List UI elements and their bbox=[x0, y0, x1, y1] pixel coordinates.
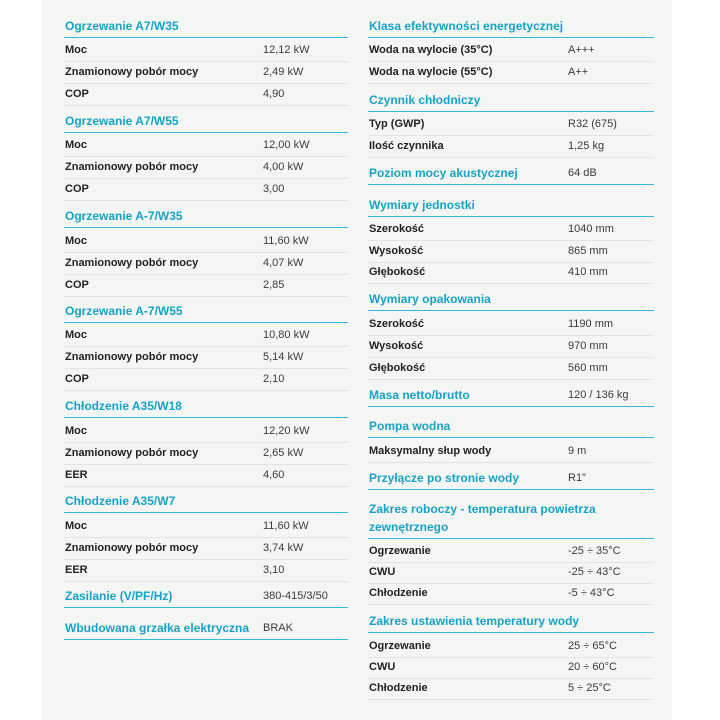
spec-row bbox=[64, 421, 348, 443]
spec-label: Ogrzewanie bbox=[369, 640, 431, 652]
spec-value: 4,07 kW bbox=[263, 257, 304, 269]
spec-value: 410 mm bbox=[568, 266, 608, 278]
spec-value: 1190 mm bbox=[568, 318, 614, 330]
spec-label: Moc bbox=[65, 520, 87, 532]
section-header: Przyłącze po stronie wody R1" bbox=[368, 469, 654, 490]
spec-value: 4,00 kW bbox=[263, 161, 304, 173]
spec-label: Moc bbox=[65, 44, 87, 56]
spec-label: Woda na wylocie (55°C) bbox=[369, 66, 493, 78]
spec-value: 1,25 kg bbox=[568, 140, 605, 152]
spec-label: Typ (GWP) bbox=[369, 118, 425, 130]
section-value: R1" bbox=[568, 472, 586, 484]
spec-value: 11,60 kW bbox=[263, 520, 309, 532]
spec-value: -5 ÷ 43°C bbox=[568, 587, 615, 599]
spec-row bbox=[368, 314, 654, 336]
spec-row bbox=[64, 347, 348, 369]
spec-value: 10,80 kW bbox=[263, 329, 310, 341]
spec-label: EER bbox=[65, 564, 88, 576]
section-value: BRAK bbox=[263, 622, 293, 634]
spec-label: EER bbox=[65, 469, 88, 481]
spec-row bbox=[64, 62, 348, 84]
spec-label: COP bbox=[65, 279, 89, 291]
spec-value: 865 mm bbox=[568, 245, 608, 257]
spec-row bbox=[64, 84, 348, 106]
spec-row bbox=[64, 231, 348, 253]
section-header: Pompa wodna bbox=[368, 417, 654, 438]
spec-row bbox=[64, 369, 348, 391]
section-header: Zasilanie (V/PF/Hz) 380-415/3/50 bbox=[64, 587, 348, 608]
spec-row bbox=[368, 241, 654, 263]
spec-label: Moc bbox=[65, 235, 87, 247]
spec-row bbox=[368, 136, 654, 158]
spec-label: Ogrzewanie bbox=[369, 545, 431, 557]
section-header: Klasa efektywności energetycznej bbox=[368, 17, 654, 38]
section-header: Ogrzewanie A7/W35 bbox=[64, 17, 348, 38]
spec-row bbox=[368, 40, 654, 62]
spec-value: 12,00 kW bbox=[263, 139, 310, 151]
spec-value: 970 mm bbox=[568, 340, 608, 352]
spec-row bbox=[368, 678, 654, 700]
section-header: Chłodzenie A35/W18 bbox=[64, 397, 348, 418]
section-value: 64 dB bbox=[568, 167, 597, 179]
spec-row bbox=[368, 262, 654, 284]
section-header: Wymiary opakowania bbox=[368, 290, 654, 311]
spec-row bbox=[64, 325, 348, 347]
spec-value: 3,00 bbox=[263, 183, 285, 195]
spec-label: CWU bbox=[369, 566, 396, 578]
spec-value: 2,65 kW bbox=[263, 447, 304, 459]
spec-label: Znamionowy pobór mocy bbox=[65, 161, 199, 173]
spec-row bbox=[64, 275, 348, 297]
spec-label: Głębokość bbox=[369, 266, 426, 278]
spec-value: A++ bbox=[568, 66, 589, 78]
spec-label: COP bbox=[65, 88, 89, 100]
spec-label: Szerokość bbox=[369, 223, 425, 235]
spec-row bbox=[64, 157, 348, 179]
spec-value: 11,60 kW bbox=[263, 235, 309, 247]
spec-row bbox=[368, 358, 654, 380]
spec-label: Maksymalny słup wody bbox=[369, 445, 492, 457]
spec-row bbox=[368, 219, 654, 241]
spec-value: 5,14 kW bbox=[263, 351, 304, 363]
spec-value: 1040 mm bbox=[568, 223, 614, 235]
spec-label: Głębokość bbox=[369, 362, 426, 374]
section-header: Czynnik chłodniczy bbox=[368, 91, 654, 112]
spec-value: A+++ bbox=[568, 44, 595, 56]
section-header: Zakres roboczy - temperatura powietrza zewnętrznego bbox=[368, 500, 654, 539]
spec-value: 2,10 bbox=[263, 373, 285, 385]
spec-value: 2,49 kW bbox=[263, 66, 304, 78]
spec-row bbox=[64, 179, 348, 201]
spec-row bbox=[64, 443, 348, 465]
spec-row bbox=[368, 541, 654, 563]
spec-label: Szerokość bbox=[369, 318, 425, 330]
section-value: 380-415/3/50 bbox=[263, 590, 328, 602]
section-header: Ogrzewanie A-7/W35 bbox=[64, 207, 348, 228]
spec-row bbox=[368, 441, 654, 463]
spec-row bbox=[64, 465, 348, 487]
spec-label: Znamionowy pobór mocy bbox=[65, 257, 199, 269]
spec-value: 4,90 bbox=[263, 88, 285, 100]
spec-label: COP bbox=[65, 183, 89, 195]
spec-value: 12,20 kW bbox=[263, 425, 310, 437]
section-header: Ogrzewanie A-7/W55 bbox=[64, 302, 348, 323]
spec-row bbox=[64, 40, 348, 62]
spec-label: Moc bbox=[65, 139, 87, 151]
section-header: Chłodzenie A35/W7 bbox=[64, 492, 348, 513]
spec-row bbox=[64, 253, 348, 275]
spec-value: 2,85 bbox=[263, 279, 285, 291]
spec-value: 3,74 kW bbox=[263, 542, 304, 554]
spec-label: Woda na wylocie (35°C) bbox=[369, 44, 493, 56]
spec-value: 12,12 kW bbox=[263, 44, 310, 56]
spec-row bbox=[64, 516, 348, 538]
section-header: Ogrzewanie A7/W55 bbox=[64, 112, 348, 133]
spec-value: -25 ÷ 43°C bbox=[568, 566, 621, 578]
section-header: Wymiary jednostki bbox=[368, 196, 654, 217]
spec-value: 5 ÷ 25°C bbox=[568, 682, 611, 694]
spec-label: Znamionowy pobór mocy bbox=[65, 447, 199, 459]
section-header: Zakres ustawienia temperatury wody bbox=[368, 612, 654, 633]
spec-label: CWU bbox=[369, 661, 396, 673]
spec-label: Znamionowy pobór mocy bbox=[65, 66, 199, 78]
spec-label: Chłodzenie bbox=[369, 682, 428, 694]
spec-label: Moc bbox=[65, 329, 87, 341]
spec-value: 3,10 bbox=[263, 564, 285, 576]
section-header: Wbudowana grzałka elektryczna BRAK bbox=[64, 619, 348, 640]
spec-label: Moc bbox=[65, 425, 87, 437]
spec-row bbox=[368, 657, 654, 679]
spec-value: R32 (675) bbox=[568, 118, 617, 130]
spec-row bbox=[64, 538, 348, 560]
spec-row bbox=[368, 336, 654, 358]
spec-row bbox=[64, 135, 348, 157]
spec-label: Znamionowy pobór mocy bbox=[65, 351, 199, 363]
spec-row bbox=[368, 562, 654, 584]
spec-value: 25 ÷ 65°C bbox=[568, 640, 617, 652]
spec-label: COP bbox=[65, 373, 89, 385]
spec-row bbox=[368, 62, 654, 84]
spec-label: Chłodzenie bbox=[369, 587, 428, 599]
spec-value: 9 m bbox=[568, 445, 587, 457]
spec-label: Ilość czynnika bbox=[369, 140, 444, 152]
spec-value: 560 mm bbox=[568, 362, 608, 374]
section-header: Poziom mocy akustycznej 64 dB bbox=[368, 164, 654, 185]
spec-row bbox=[368, 636, 654, 658]
spec-value: -25 ÷ 35°C bbox=[568, 545, 621, 557]
spec-row bbox=[64, 560, 348, 582]
spec-value: 20 ÷ 60°C bbox=[568, 661, 617, 673]
spec-value: 4,60 bbox=[263, 469, 285, 481]
section-header: Masa netto/brutto 120 / 136 kg bbox=[368, 386, 654, 407]
spec-label: Znamionowy pobór mocy bbox=[65, 542, 199, 554]
spec-row bbox=[368, 114, 654, 136]
section-value: 120 / 136 kg bbox=[568, 389, 629, 401]
spec-row bbox=[368, 583, 654, 605]
spec-label: Wysokość bbox=[369, 340, 424, 352]
spec-label: Wysokość bbox=[369, 245, 424, 257]
